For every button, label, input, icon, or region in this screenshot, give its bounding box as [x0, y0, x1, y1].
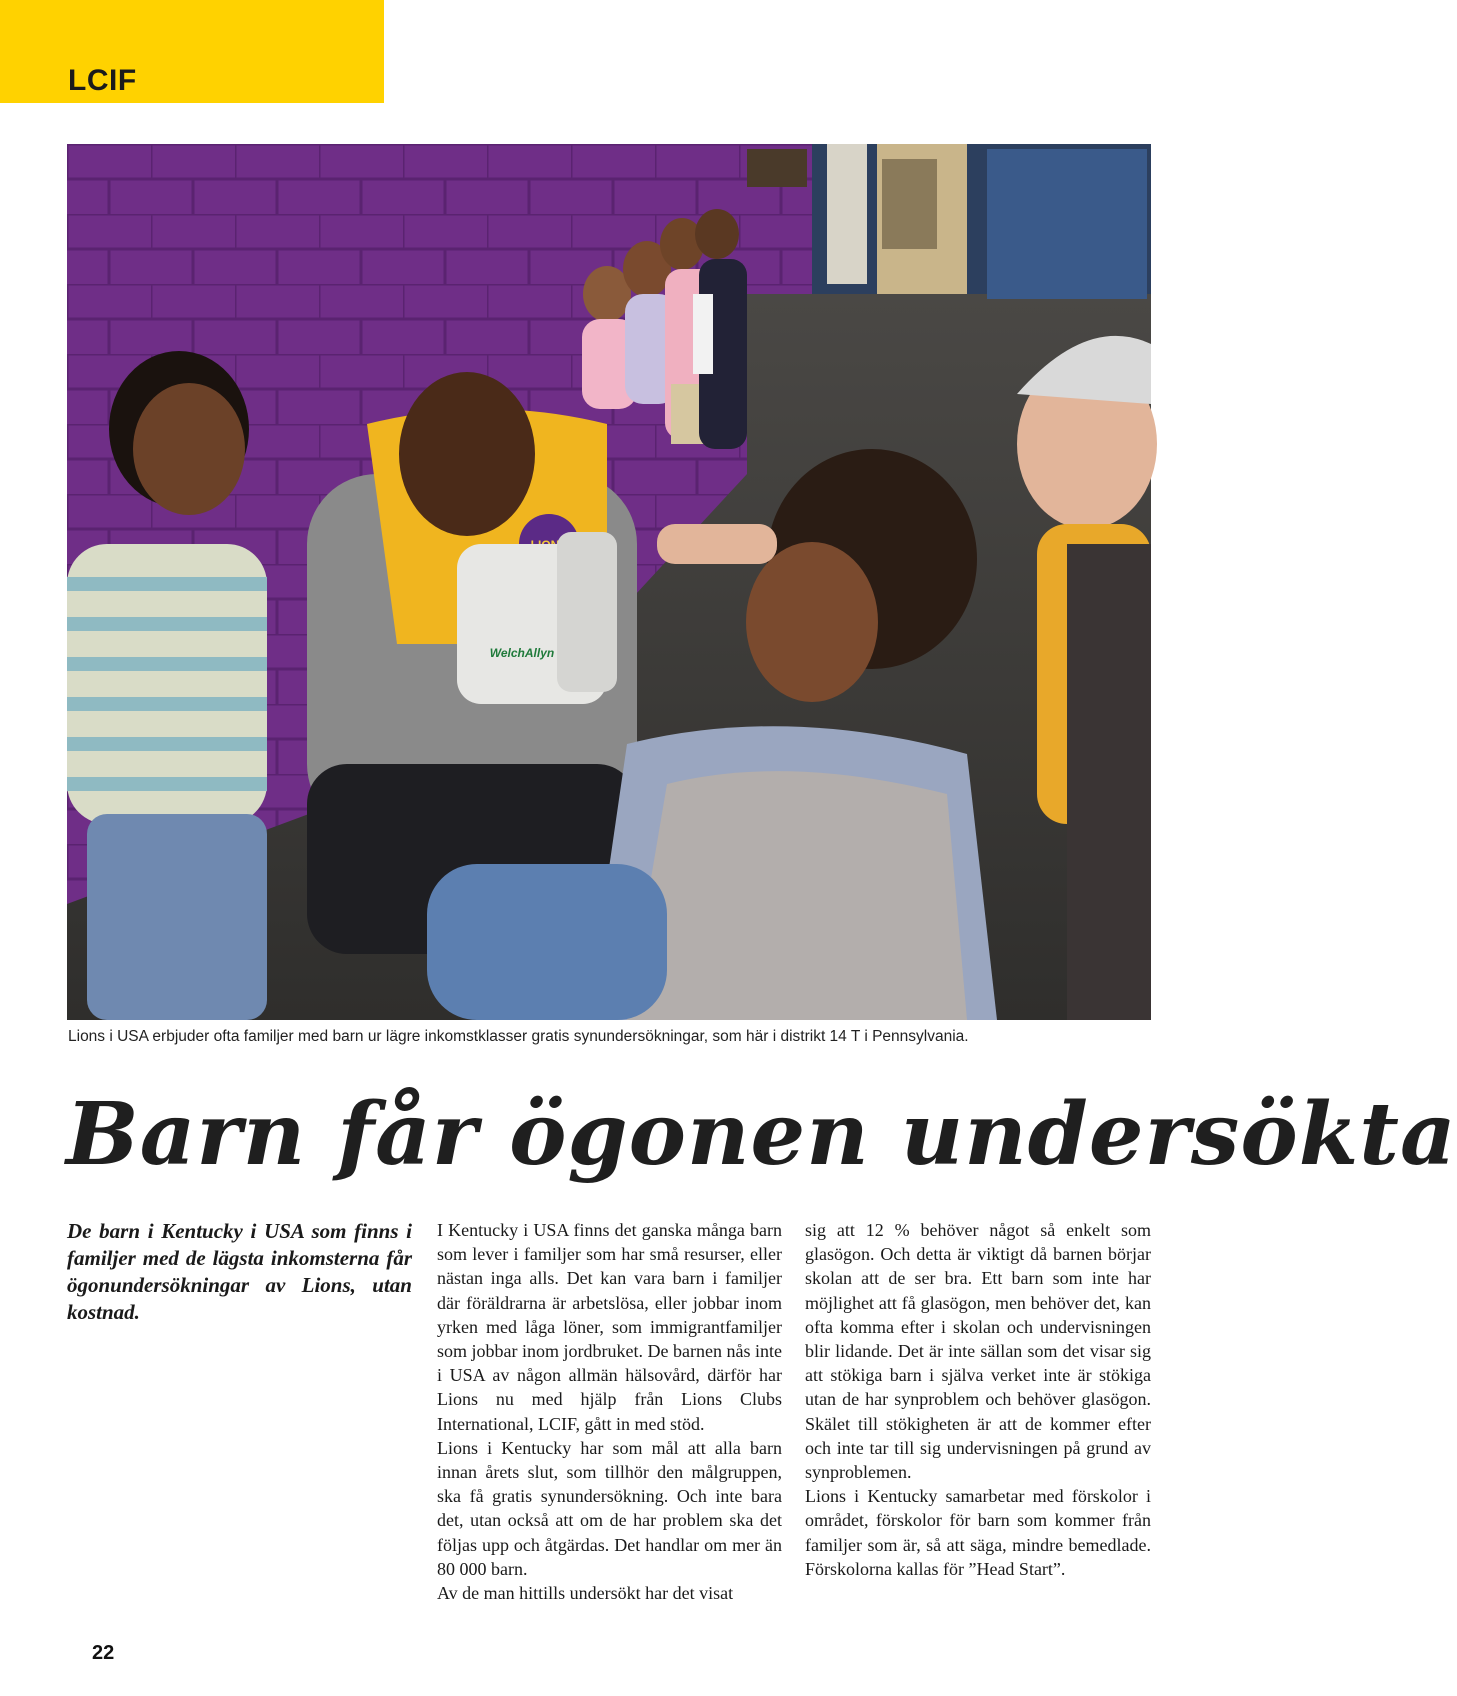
body-paragraph: sig att 12 % behöver något så enkelt som glasögon. Och detta är viktigt då barnen börjar skolan att de ser bra. Ett barn som inte har möjlighet att få glasögon, men behöver det, kan ofta komma efter i skolan och undervisningen blir lidande. Det är inte sällan som det visar sig att stökiga barn i själva verket inte är stökiga utan de har synproblem och behöver glasögon. Skälet till stökigheten är att de kommer efter och inte tar till sig undervisningen på grund av synproblemen.: [805, 1220, 1151, 1483]
photo-caption: Lions i USA erbjuder ofta familjer med barn ur lägre inkomstklasser gratis synundersökningar, som här i distrikt 14 T i Pennsylvania.: [68, 1028, 969, 1045]
article-photo: [67, 144, 1151, 1020]
section-label: LCIF: [68, 64, 137, 97]
page-number: 22: [92, 1642, 115, 1664]
body-paragraph: Lions i Kentucky samarbetar med förskolor i området, förskolor för barn som kommer från familjer som är, så att säga, mindre bemedlade. Förskolorna kallas för ”Head Start”.: [805, 1486, 1151, 1579]
body-column-1: [437, 1218, 782, 1605]
body-paragraph: Av de man hittills undersökt har det visat: [437, 1583, 734, 1604]
section-tab: [0, 0, 384, 103]
article-ingress: De barn i Kentucky i USA som finns i familjer med de lägsta inkomsterna får ögonundersökningar av Lions, utan kostnad.: [67, 1219, 412, 1324]
device-brand-text: WelchAllyn: [489, 646, 555, 660]
article-headline: Barn får ögonen undersökta: [66, 1084, 1457, 1185]
body-paragraph: Lions i Kentucky har som mål att alla barn innan årets slut, som tillhör den målgruppen, ska få gratis synundersökning. Och inte bara det, utan också att om de har problem ska det följas upp och åtgärdas. Det handlar om mer än 80 000 barn.: [437, 1437, 782, 1579]
vision-screener-device: [457, 532, 617, 704]
body-paragraph: I Kentucky i USA finns det ganska många barn som lever i familjer som har små resurser, eller nästan inga alls. Det kan vara barn i familjer där föräldrarna är arbetslösa, eller jobbar inom yrken med låga löner, som immigrantfamiljer som jobbar inom jordbruket. De barnen nås inte i USA av någon allmän hälsovård, därför har Lions nu med hjälp från Lions Clubs International, LCIF, gått in med stöd.: [437, 1220, 782, 1434]
body-column-2: [805, 1218, 1151, 1581]
